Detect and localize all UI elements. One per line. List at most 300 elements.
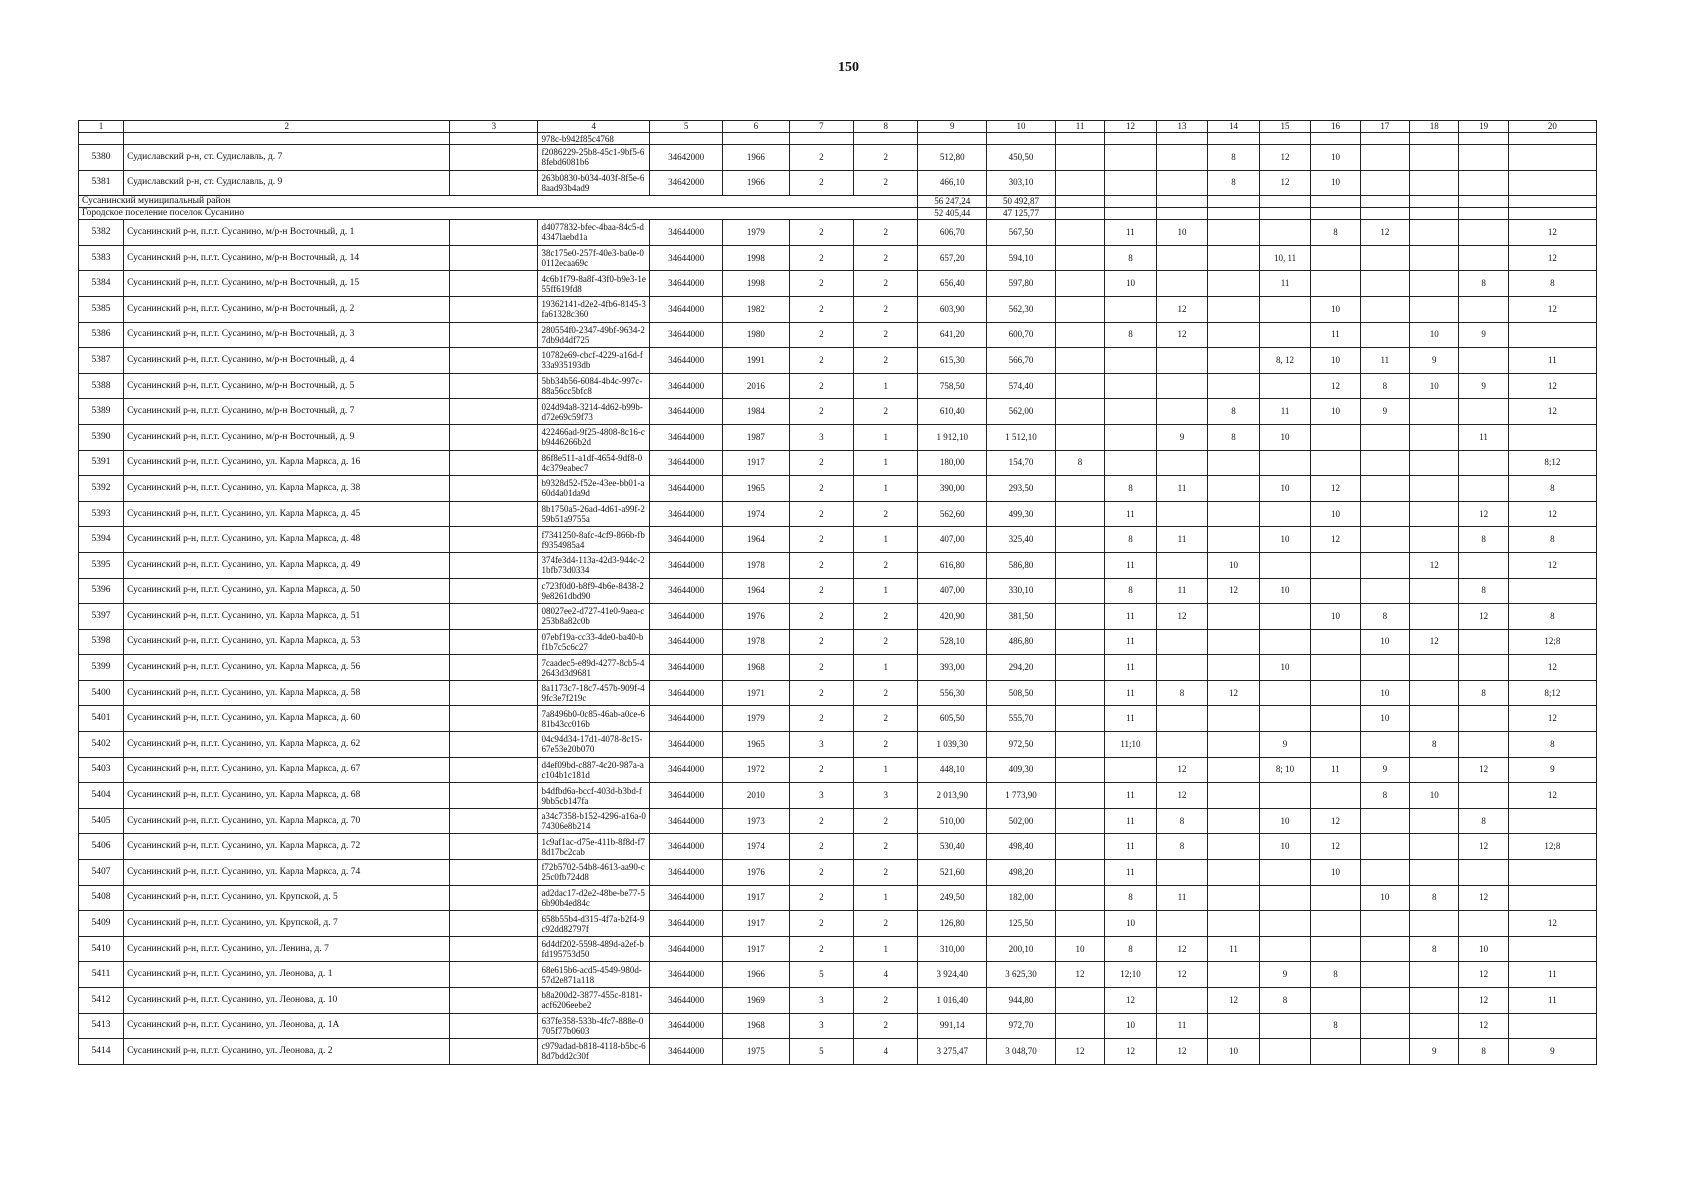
value-cell: 12 bbox=[1311, 527, 1360, 553]
value-cell: 12 bbox=[1055, 962, 1104, 988]
value-cell: 11 bbox=[1508, 962, 1596, 988]
value-cell: 586,80 bbox=[987, 552, 1056, 578]
value-cell: 8; 10 bbox=[1259, 757, 1311, 783]
table-row bbox=[79, 296, 1597, 322]
value-cell: 12 bbox=[1410, 552, 1459, 578]
value-cell bbox=[1259, 296, 1311, 322]
value-cell: 1971 bbox=[723, 680, 790, 706]
value-cell bbox=[1410, 424, 1459, 450]
value-cell: 12 bbox=[1156, 757, 1208, 783]
value-cell: 1 bbox=[854, 527, 918, 553]
value-cell: 10 bbox=[1410, 783, 1459, 809]
value-cell: 12 bbox=[1156, 604, 1208, 630]
row-number-cell: 5382 bbox=[79, 220, 124, 246]
value-cell bbox=[1208, 604, 1260, 630]
value-cell bbox=[1208, 245, 1260, 271]
value-cell: 566,70 bbox=[987, 348, 1056, 374]
table-row bbox=[79, 578, 1597, 604]
value-cell: 615,30 bbox=[918, 348, 987, 374]
empty-cell bbox=[450, 170, 538, 196]
value-cell: 9 bbox=[1508, 1039, 1596, 1065]
value-cell bbox=[1508, 145, 1596, 171]
value-cell: 450,50 bbox=[987, 145, 1056, 171]
value-cell: 2 bbox=[854, 680, 918, 706]
value-cell: 10 bbox=[1311, 604, 1360, 630]
value-cell: 10 bbox=[1410, 322, 1459, 348]
value-cell: 8 bbox=[1105, 936, 1157, 962]
address-cell: Сусанинский р-н, п.г.т. Сусанино, м/р-н Восточный, д. 15 bbox=[124, 271, 450, 297]
value-cell: 3 048,70 bbox=[987, 1039, 1056, 1065]
address-cell: Сусанинский р-н, п.г.т. Сусанино, м/р-н Восточный, д. 1 bbox=[124, 220, 450, 246]
value-cell: 310,00 bbox=[918, 936, 987, 962]
value-cell: 34644000 bbox=[650, 962, 723, 988]
value-cell: 1 bbox=[854, 936, 918, 962]
value-cell bbox=[1360, 527, 1409, 553]
column-header: 10 bbox=[987, 121, 1056, 133]
value-cell: 2 bbox=[789, 399, 853, 425]
guid-cell: 637fe358-533b-4fc7-888e-0705f77b0603 bbox=[538, 1013, 650, 1039]
value-cell: 2 bbox=[854, 145, 918, 171]
value-cell: 2 bbox=[789, 860, 853, 886]
value-cell: 12 bbox=[1105, 1039, 1157, 1065]
value-cell: 10 bbox=[1311, 399, 1360, 425]
value-cell: 2 bbox=[854, 834, 918, 860]
value-cell: 610,40 bbox=[918, 399, 987, 425]
value-cell bbox=[1055, 988, 1104, 1014]
address-cell: Сусанинский р-н, п.г.т. Сусанино, м/р-н Восточный, д. 7 bbox=[124, 399, 450, 425]
total-cell: 56 247,24 bbox=[918, 196, 987, 208]
empty-cell bbox=[450, 911, 538, 937]
table-row bbox=[79, 936, 1597, 962]
value-cell bbox=[1459, 145, 1508, 171]
value-cell: 562,30 bbox=[987, 296, 1056, 322]
value-cell bbox=[1410, 808, 1459, 834]
guid-cell: 68e615b6-acd5-4549-980d-57d2e871a118 bbox=[538, 962, 650, 988]
value-cell bbox=[1208, 501, 1260, 527]
empty-cell bbox=[1360, 196, 1409, 208]
value-cell: 2 bbox=[854, 1013, 918, 1039]
value-cell bbox=[1055, 783, 1104, 809]
empty-cell bbox=[450, 245, 538, 271]
value-cell bbox=[1360, 655, 1409, 681]
empty-cell bbox=[450, 322, 538, 348]
value-cell: 34644000 bbox=[650, 245, 723, 271]
empty-cell bbox=[450, 220, 538, 246]
value-cell bbox=[1508, 936, 1596, 962]
value-cell: 2010 bbox=[723, 783, 790, 809]
value-cell bbox=[1259, 783, 1311, 809]
row-number-cell: 5398 bbox=[79, 629, 124, 655]
value-cell bbox=[1311, 578, 1360, 604]
value-cell: 8 bbox=[1508, 604, 1596, 630]
value-cell bbox=[1208, 271, 1260, 297]
value-cell bbox=[1410, 170, 1459, 196]
value-cell: 5 bbox=[789, 1039, 853, 1065]
value-cell: 2 bbox=[789, 501, 853, 527]
empty-cell bbox=[450, 348, 538, 374]
value-cell: 512,80 bbox=[918, 145, 987, 171]
value-cell: 1975 bbox=[723, 1039, 790, 1065]
value-cell: 2 bbox=[854, 988, 918, 1014]
value-cell: 1 912,10 bbox=[918, 424, 987, 450]
address-cell: Сусанинский р-н, п.г.т. Сусанино, м/р-н Восточный, д. 2 bbox=[124, 296, 450, 322]
value-cell: 498,20 bbox=[987, 860, 1056, 886]
table-row bbox=[79, 706, 1597, 732]
total-cell: 50 492,87 bbox=[987, 196, 1056, 208]
guid-cell: 8a1173c7-18c7-457b-909f-49fc3e7f219c bbox=[538, 680, 650, 706]
value-cell bbox=[1208, 732, 1260, 758]
value-cell: 1968 bbox=[723, 1013, 790, 1039]
value-cell: 2 bbox=[854, 399, 918, 425]
value-cell: 8 bbox=[1208, 145, 1260, 171]
value-cell bbox=[1156, 271, 1208, 297]
address-cell: Сусанинский р-н, п.г.т. Сусанино, ул. Карла Маркса, д. 48 bbox=[124, 527, 450, 553]
value-cell: 11 bbox=[1105, 860, 1157, 886]
table-row bbox=[79, 629, 1597, 655]
value-cell: 12;8 bbox=[1508, 629, 1596, 655]
address-cell: Сусанинский р-н, п.г.т. Сусанино, м/р-н Восточный, д. 14 bbox=[124, 245, 450, 271]
value-cell bbox=[1055, 680, 1104, 706]
value-cell: 11 bbox=[1259, 271, 1311, 297]
address-cell: Сусанинский р-н, п.г.т. Сусанино, ул. Карла Маркса, д. 45 bbox=[124, 501, 450, 527]
value-cell: 2 bbox=[789, 476, 853, 502]
guid-cell: 263b0830-b034-403f-8f5e-68aad93b4ad9 bbox=[538, 170, 650, 196]
value-cell bbox=[1105, 373, 1157, 399]
value-cell bbox=[1459, 348, 1508, 374]
value-cell bbox=[1156, 373, 1208, 399]
value-cell bbox=[1311, 629, 1360, 655]
value-cell bbox=[1311, 732, 1360, 758]
empty-cell bbox=[450, 501, 538, 527]
guid-cell: 422466ad-9f25-4808-8c16-cb9446266b2d bbox=[538, 424, 650, 450]
value-cell bbox=[1055, 655, 1104, 681]
value-cell: 508,50 bbox=[987, 680, 1056, 706]
value-cell: 530,40 bbox=[918, 834, 987, 860]
value-cell bbox=[1410, 476, 1459, 502]
address-cell: Сусанинский р-н, п.г.т. Сусанино, ул. Карла Маркса, д. 70 bbox=[124, 808, 450, 834]
value-cell: 34644000 bbox=[650, 271, 723, 297]
value-cell: 12 bbox=[1311, 373, 1360, 399]
value-cell: 5 bbox=[789, 962, 853, 988]
value-cell bbox=[1259, 936, 1311, 962]
guid-cell: 8b1750a5-26ad-4d61-a99f-259b51a9755a bbox=[538, 501, 650, 527]
value-cell: 972,70 bbox=[987, 1013, 1056, 1039]
guid-cell: b4dfbd6a-bccf-403d-b3bd-f9bb5cb147fa bbox=[538, 783, 650, 809]
total-cell: 47 125,77 bbox=[987, 208, 1056, 220]
value-cell: 407,00 bbox=[918, 527, 987, 553]
value-cell: 34644000 bbox=[650, 476, 723, 502]
address-cell: Сусанинский р-н, п.г.т. Сусанино, ул. Леонова, д. 1 bbox=[124, 962, 450, 988]
value-cell: 9 bbox=[1360, 757, 1409, 783]
value-cell: 606,70 bbox=[918, 220, 987, 246]
value-cell: 10 bbox=[1259, 424, 1311, 450]
value-cell: 249,50 bbox=[918, 885, 987, 911]
table-row bbox=[79, 373, 1597, 399]
value-cell bbox=[1410, 706, 1459, 732]
value-cell: 2 bbox=[789, 757, 853, 783]
column-header: 11 bbox=[1055, 121, 1104, 133]
value-cell bbox=[1055, 578, 1104, 604]
guid-cell: 658b55b4-d315-4f7a-b2f4-9c92dd82797f bbox=[538, 911, 650, 937]
value-cell bbox=[1156, 245, 1208, 271]
value-cell: 8 bbox=[1156, 680, 1208, 706]
empty-cell bbox=[1055, 196, 1104, 208]
guid-cell: d4ef09bd-c887-4c20-987a-ac104b1c181d bbox=[538, 757, 650, 783]
value-cell: 10 bbox=[1105, 1013, 1157, 1039]
value-cell: 12 bbox=[1259, 170, 1311, 196]
value-cell: 12 bbox=[1208, 680, 1260, 706]
value-cell: 8 bbox=[1311, 220, 1360, 246]
empty-cell bbox=[450, 680, 538, 706]
value-cell: 12 bbox=[1459, 1013, 1508, 1039]
value-cell: 11 bbox=[1311, 757, 1360, 783]
value-cell: 3 625,30 bbox=[987, 962, 1056, 988]
value-cell: 34644000 bbox=[650, 1013, 723, 1039]
guid-cell: b9328d52-f52e-43ee-bb01-a60d4a01da9d bbox=[538, 476, 650, 502]
value-cell bbox=[1508, 885, 1596, 911]
table-row bbox=[79, 655, 1597, 681]
value-cell: 12 bbox=[1311, 476, 1360, 502]
value-cell: 3 bbox=[789, 783, 853, 809]
value-cell bbox=[1410, 501, 1459, 527]
value-cell bbox=[1410, 527, 1459, 553]
value-cell: 1966 bbox=[723, 170, 790, 196]
value-cell: 8 bbox=[1508, 271, 1596, 297]
address-cell: Сусанинский р-н, п.г.т. Сусанино, ул. Карла Маркса, д. 51 bbox=[124, 604, 450, 630]
value-cell: 10 bbox=[1208, 1039, 1260, 1065]
value-cell bbox=[1259, 629, 1311, 655]
value-cell bbox=[1208, 834, 1260, 860]
value-cell: 2 bbox=[789, 936, 853, 962]
value-cell: 567,50 bbox=[987, 220, 1056, 246]
table-row bbox=[79, 604, 1597, 630]
value-cell: 1976 bbox=[723, 604, 790, 630]
row-number-cell: 5383 bbox=[79, 245, 124, 271]
settlement-row-label: Городское поселение поселок Сусанино bbox=[79, 208, 918, 220]
empty-cell bbox=[1459, 196, 1508, 208]
value-cell: 1966 bbox=[723, 145, 790, 171]
value-cell: 11 bbox=[1105, 552, 1157, 578]
value-cell: 182,00 bbox=[987, 885, 1056, 911]
value-cell bbox=[1410, 578, 1459, 604]
row-number-cell: 5405 bbox=[79, 808, 124, 834]
value-cell bbox=[1208, 296, 1260, 322]
value-cell bbox=[1156, 348, 1208, 374]
value-cell bbox=[1410, 911, 1459, 937]
value-cell: 1979 bbox=[723, 220, 790, 246]
empty-cell bbox=[450, 450, 538, 476]
value-cell bbox=[1459, 706, 1508, 732]
guid-cell: b8a200d2-3877-455c-8181-acf6206eebe2 bbox=[538, 988, 650, 1014]
value-cell: 8 bbox=[1105, 476, 1157, 502]
value-cell: 1 016,40 bbox=[918, 988, 987, 1014]
value-cell bbox=[1311, 552, 1360, 578]
value-cell: 1 bbox=[854, 424, 918, 450]
empty-cell bbox=[1055, 208, 1104, 220]
column-header: 1 bbox=[79, 121, 124, 133]
value-cell bbox=[1055, 732, 1104, 758]
value-cell bbox=[1360, 962, 1409, 988]
value-cell: 448,10 bbox=[918, 757, 987, 783]
value-cell bbox=[1459, 170, 1508, 196]
value-cell: 510,00 bbox=[918, 808, 987, 834]
empty-cell bbox=[450, 860, 538, 886]
empty-cell bbox=[450, 629, 538, 655]
address-cell: Сусанинский р-н, п.г.т. Сусанино, ул. Леонова, д. 2 bbox=[124, 1039, 450, 1065]
value-cell: 2 bbox=[789, 911, 853, 937]
value-cell bbox=[1055, 501, 1104, 527]
value-cell: 2 bbox=[789, 170, 853, 196]
value-cell bbox=[1055, 552, 1104, 578]
value-cell: 8, 12 bbox=[1259, 348, 1311, 374]
value-cell: 12 bbox=[1459, 885, 1508, 911]
table-row bbox=[79, 962, 1597, 988]
value-cell bbox=[1055, 322, 1104, 348]
value-cell: 9 bbox=[1259, 962, 1311, 988]
value-cell: 34642000 bbox=[650, 145, 723, 171]
guid-cell: f7341250-8afc-4cf9-866b-fbf9354985a4 bbox=[538, 527, 650, 553]
value-cell: 180,00 bbox=[918, 450, 987, 476]
value-cell bbox=[1208, 757, 1260, 783]
empty-cell bbox=[450, 145, 538, 171]
value-cell: 34644000 bbox=[650, 629, 723, 655]
value-cell bbox=[1410, 145, 1459, 171]
column-header: 20 bbox=[1508, 121, 1596, 133]
value-cell: 10 bbox=[1105, 271, 1157, 297]
guid-cell: 4c6b1f79-8a8f-43f0-b9e3-1e55ff619fd8 bbox=[538, 271, 650, 297]
value-cell: 303,10 bbox=[987, 170, 1056, 196]
table-row bbox=[79, 1013, 1597, 1039]
address-cell: Сусанинский р-н, п.г.т. Сусанино, ул. Карла Маркса, д. 60 bbox=[124, 706, 450, 732]
value-cell bbox=[1360, 450, 1409, 476]
value-cell bbox=[1360, 1039, 1409, 1065]
value-cell: 1991 bbox=[723, 348, 790, 374]
empty-cell bbox=[450, 732, 538, 758]
value-cell bbox=[1459, 860, 1508, 886]
value-cell: 2 013,90 bbox=[918, 783, 987, 809]
value-cell: 4 bbox=[854, 962, 918, 988]
guid-cell: c979adad-b818-4118-b5bc-68d7bdd2c30f bbox=[538, 1039, 650, 1065]
value-cell bbox=[1311, 783, 1360, 809]
guid-cell: 86f8e511-a1df-4654-9df8-04c379eabec7 bbox=[538, 450, 650, 476]
value-cell bbox=[1259, 706, 1311, 732]
empty-cell bbox=[450, 655, 538, 681]
value-cell: 8 bbox=[1459, 527, 1508, 553]
value-cell: 1 bbox=[854, 578, 918, 604]
value-cell bbox=[1259, 373, 1311, 399]
value-cell bbox=[1156, 911, 1208, 937]
value-cell bbox=[1208, 322, 1260, 348]
empty-cell bbox=[450, 604, 538, 630]
value-cell: 12 bbox=[1459, 834, 1508, 860]
value-cell: 11 bbox=[1360, 348, 1409, 374]
value-cell bbox=[1410, 450, 1459, 476]
value-cell bbox=[1311, 911, 1360, 937]
value-cell: 944,80 bbox=[987, 988, 1056, 1014]
value-cell: 556,30 bbox=[918, 680, 987, 706]
page-number: 150 bbox=[838, 60, 859, 75]
empty-cell bbox=[1208, 208, 1260, 220]
value-cell bbox=[1360, 424, 1409, 450]
value-cell: 594,10 bbox=[987, 245, 1056, 271]
value-cell: 11 bbox=[1156, 885, 1208, 911]
value-cell: 8 bbox=[1459, 271, 1508, 297]
value-cell: 12 bbox=[1459, 988, 1508, 1014]
value-cell bbox=[1410, 655, 1459, 681]
empty-cell bbox=[1508, 196, 1596, 208]
empty-cell bbox=[450, 1013, 538, 1039]
value-cell bbox=[1055, 170, 1104, 196]
value-cell: 11 bbox=[1311, 322, 1360, 348]
empty-cell bbox=[450, 578, 538, 604]
district-row bbox=[79, 196, 1597, 208]
value-cell bbox=[1156, 450, 1208, 476]
value-cell bbox=[1459, 552, 1508, 578]
value-cell: 758,50 bbox=[918, 373, 987, 399]
value-cell bbox=[1360, 501, 1409, 527]
value-cell: 1978 bbox=[723, 552, 790, 578]
value-cell bbox=[1360, 245, 1409, 271]
value-cell: 1 bbox=[854, 450, 918, 476]
value-cell: 11 bbox=[1105, 808, 1157, 834]
value-cell: 4 bbox=[854, 1039, 918, 1065]
table-row bbox=[79, 450, 1597, 476]
value-cell: 12 bbox=[1508, 296, 1596, 322]
row-number-cell: 5387 bbox=[79, 348, 124, 374]
value-cell: 1998 bbox=[723, 245, 790, 271]
value-cell: 8 bbox=[1156, 834, 1208, 860]
address-cell: Сусанинский р-н, п.г.т. Сусанино, ул. Карла Маркса, д. 67 bbox=[124, 757, 450, 783]
value-cell: 8 bbox=[1105, 322, 1157, 348]
value-cell: 3 bbox=[789, 988, 853, 1014]
row-number-cell: 5394 bbox=[79, 527, 124, 553]
value-cell bbox=[1156, 706, 1208, 732]
table-row bbox=[79, 552, 1597, 578]
table-header bbox=[79, 121, 1597, 133]
value-cell bbox=[1311, 245, 1360, 271]
value-cell: 34644000 bbox=[650, 655, 723, 681]
table-row bbox=[79, 732, 1597, 758]
value-cell bbox=[1360, 808, 1409, 834]
row-number-cell: 5381 bbox=[79, 170, 124, 196]
value-cell bbox=[1360, 1013, 1409, 1039]
value-cell bbox=[1410, 220, 1459, 246]
address-cell: Сусанинский р-н, п.г.т. Сусанино, ул. Карла Маркса, д. 53 bbox=[124, 629, 450, 655]
empty-cell bbox=[450, 552, 538, 578]
value-cell: 8 bbox=[1208, 424, 1260, 450]
value-cell: 12 bbox=[1508, 220, 1596, 246]
value-cell: 2 bbox=[789, 220, 853, 246]
continuation-row bbox=[79, 133, 1597, 145]
value-cell: 34644000 bbox=[650, 1039, 723, 1065]
guid-cell: 7a8496b0-0c85-46ab-a0ce-681b43cc016b bbox=[538, 706, 650, 732]
empty-cell bbox=[450, 476, 538, 502]
value-cell: 1965 bbox=[723, 476, 790, 502]
value-cell: 12 bbox=[1459, 604, 1508, 630]
value-cell: 10, 11 bbox=[1259, 245, 1311, 271]
value-cell bbox=[1156, 629, 1208, 655]
value-cell bbox=[1459, 245, 1508, 271]
value-cell bbox=[1360, 911, 1409, 937]
row-number-cell: 5411 bbox=[79, 962, 124, 988]
value-cell: 8 bbox=[1459, 808, 1508, 834]
value-cell: 34644000 bbox=[650, 860, 723, 886]
value-cell: 2 bbox=[789, 527, 853, 553]
value-cell: 555,70 bbox=[987, 706, 1056, 732]
value-cell bbox=[1055, 885, 1104, 911]
value-cell: 8 bbox=[1360, 604, 1409, 630]
guid-cell: a34c7358-b152-4296-a16a-074306e8b214 bbox=[538, 808, 650, 834]
